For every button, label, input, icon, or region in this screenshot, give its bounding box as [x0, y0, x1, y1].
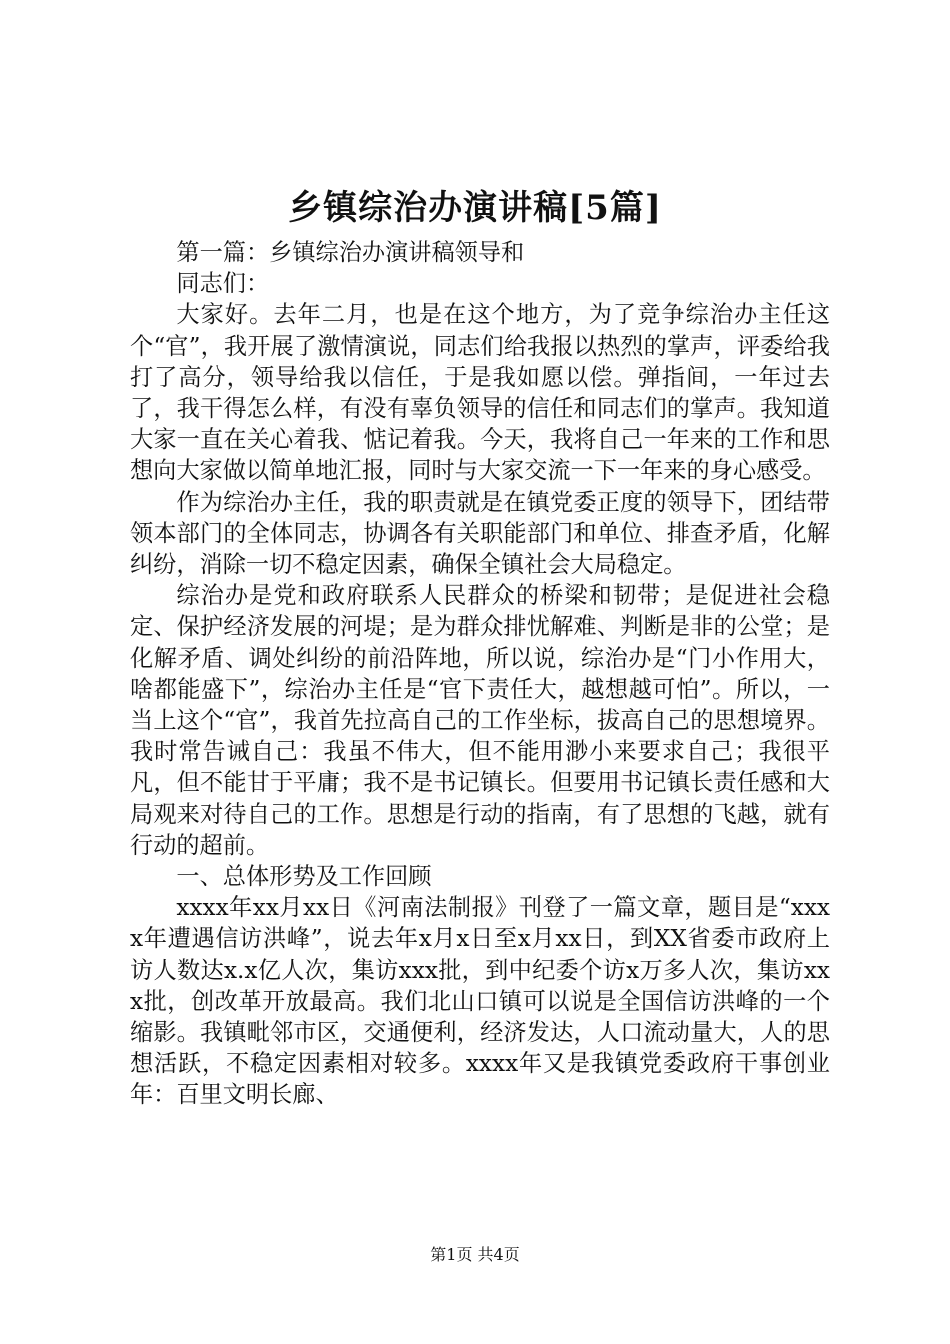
document-title: 乡镇综治办演讲稿[5篇]	[288, 188, 662, 228]
page-number: 第1页 共4页	[430, 1245, 520, 1264]
document-body	[130, 237, 830, 1111]
paragraph-duty: 作为综治办主任，我的职责就是在镇党委正度的领导下，团结带领本部门的全体同志，协调各有关职能部门和单位、排查矛盾，化解纠纷，消除一切不稳定因素，确保全镇社会大局稳定。	[130, 488, 830, 579]
salutation: 同志们：	[176, 270, 270, 298]
paragraph-intro: 大家好。去年二月，也是在这个地方，为了竞争综治办主任这个“官”，我开展了激情演说，同志们给我报以热烈的掌声，评委给我打了高分，领导给我以信任，于是我如愿以偿。弹指间，一年过去了，我干得怎么样，有没有辜负领导的信任和同志们的掌声。我知道大家一直在关心着我、惦记着我。今天，我将自己一年来的工作和思想向大家做以简单地汇报，同时与大家交流一下一年来的身心感受。	[130, 301, 830, 485]
section-heading: 第一篇：乡镇综治办演讲稿领导和	[176, 239, 525, 266]
subheading-overview: 一、总体形势及工作回顾	[176, 863, 432, 891]
paragraph-situation: xxxx年xx月xx日《河南法制报》刊登了一篇文章，题目是“xxxx年遭遇信访洪峰”，说去年x月x日至x月xx日，到XX省委市政府上访人数达x.x亿人次，集访xxx批，到中纪委个访x万多人次，集访xxx批，创改革开放最高。我们北山口镇可以说是全国信访洪峰的一个缩影。我镇毗邻市区，交通便利，经济发达，人口流动量大，人的思想活跃，不稳定因素相对较多。xxxx年又是我镇党委政府干事创业年：百里文明长廊、	[130, 894, 830, 1109]
paragraph-role: 综治办是党和政府联系人民群众的桥梁和韧带；是促进社会稳定、保护经济发展的河堤；是为群众排忧解难、判断是非的公堂；是化解矛盾、调处纠纷的前沿阵地，所以说，综治办是“门小作用大，啥都能盛下”，综治办主任是“官下责任大，越想越可怕”。所以，一当上这个“官”，我首先拉高自己的工作坐标，拔高自己的思想境界。我时常告诫自己：我虽不伟大，但不能用渺小来要求自己；我很平凡，但不能甘于平庸；我不是书记镇长。但要用书记镇长责任感和大局观来对待自己的工作。思想是行动的指南，有了思想的飞越，就有行动的超前。	[130, 582, 830, 859]
